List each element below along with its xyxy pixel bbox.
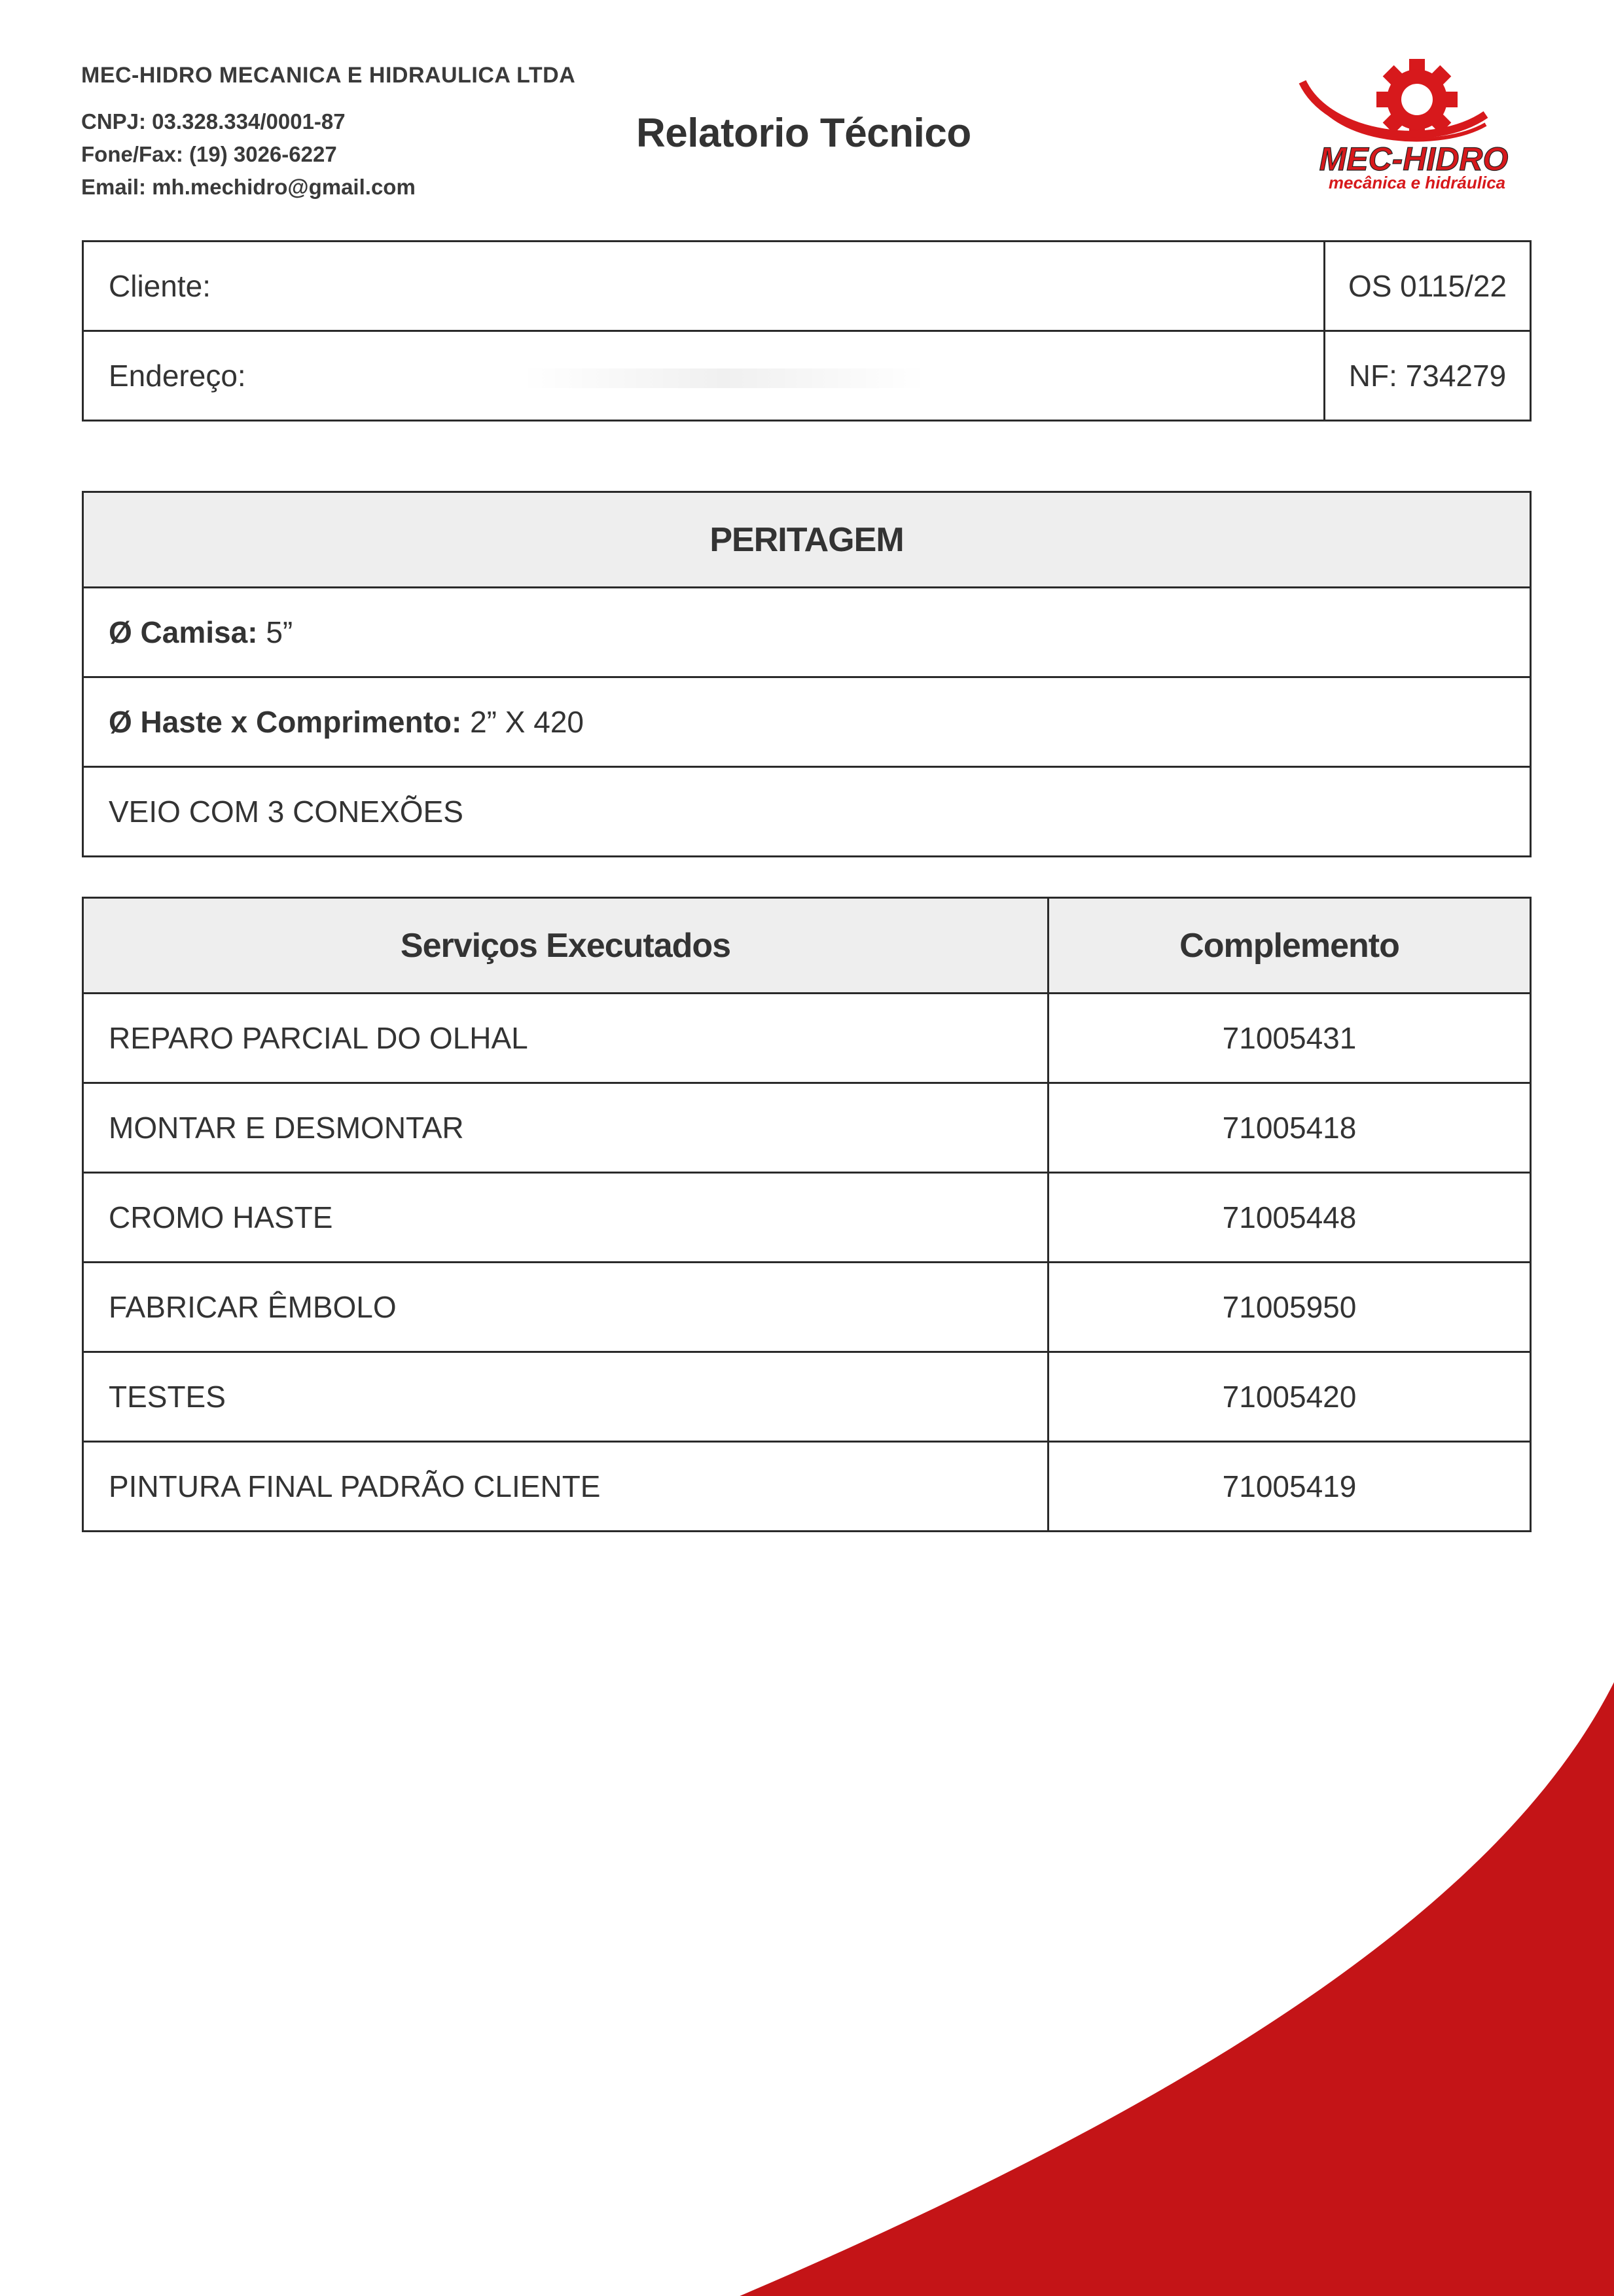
service-name: FABRICAR ÊMBOLO bbox=[83, 1263, 1049, 1352]
services-header-row bbox=[83, 898, 1531, 994]
company-email: Email: mh.mechidro@gmail.com bbox=[81, 175, 416, 199]
service-name: CROMO HASTE bbox=[83, 1173, 1049, 1263]
services-header: Serviços Executados bbox=[83, 898, 1049, 994]
service-code: 71005419 bbox=[1049, 1442, 1531, 1532]
camisa-value: 5” bbox=[266, 615, 293, 649]
service-name: TESTES bbox=[83, 1352, 1049, 1442]
logo-brand: MEC-HIDRO bbox=[1319, 141, 1509, 177]
address-row bbox=[83, 331, 1531, 421]
service-name: PINTURA FINAL PADRÃO CLIENTE bbox=[83, 1442, 1049, 1532]
company-cnpj: CNPJ: 03.328.334/0001-87 bbox=[81, 109, 346, 134]
nf-number: NF: 734279 bbox=[1325, 331, 1531, 421]
service-code: 71005418 bbox=[1049, 1083, 1531, 1173]
table-row bbox=[83, 1442, 1531, 1532]
service-name: REPARO PARCIAL DO OLHAL bbox=[83, 994, 1049, 1083]
company-info bbox=[81, 63, 575, 204]
address-cell bbox=[83, 331, 1325, 421]
service-code: 71005950 bbox=[1049, 1263, 1531, 1352]
haste-value: 2” X 420 bbox=[470, 705, 584, 739]
table-row bbox=[83, 1263, 1531, 1352]
haste-label: Ø Haste x Comprimento: bbox=[109, 705, 462, 739]
client-label: Cliente: bbox=[83, 242, 1325, 331]
service-code: 71005448 bbox=[1049, 1173, 1531, 1263]
redacted-address bbox=[521, 368, 927, 388]
company-name: MEC-HIDRO MECANICA E HIDRAULICA LTDA bbox=[81, 63, 576, 88]
address-label: Endereço: bbox=[109, 359, 246, 393]
services-table bbox=[82, 897, 1532, 1532]
company-phone: Fone/Fax: (19) 3026-6227 bbox=[81, 142, 337, 166]
peritagem-header: PERITAGEM bbox=[83, 492, 1531, 588]
document-title: Relatorio Técnico bbox=[636, 111, 971, 156]
table-row bbox=[83, 1352, 1531, 1442]
peritagem-table bbox=[82, 491, 1532, 857]
complement-header: Complemento bbox=[1049, 898, 1531, 994]
client-row bbox=[83, 242, 1531, 331]
table-row bbox=[83, 1173, 1531, 1263]
company-logo bbox=[1289, 52, 1545, 193]
client-table bbox=[82, 240, 1532, 422]
haste-row bbox=[83, 677, 1531, 767]
camisa-label: Ø Camisa: bbox=[109, 615, 258, 649]
logo-tagline: mecânica e hidráulica bbox=[1328, 173, 1506, 192]
peritagem-note: VEIO COM 3 CONEXÕES bbox=[83, 767, 1531, 857]
service-code: 71005420 bbox=[1049, 1352, 1531, 1442]
table-row bbox=[83, 994, 1531, 1083]
table-row bbox=[83, 1083, 1531, 1173]
os-number: OS 0115/22 bbox=[1325, 242, 1531, 331]
service-code: 71005431 bbox=[1049, 994, 1531, 1083]
camisa-row bbox=[83, 588, 1531, 677]
service-name: MONTAR E DESMONTAR bbox=[83, 1083, 1049, 1173]
